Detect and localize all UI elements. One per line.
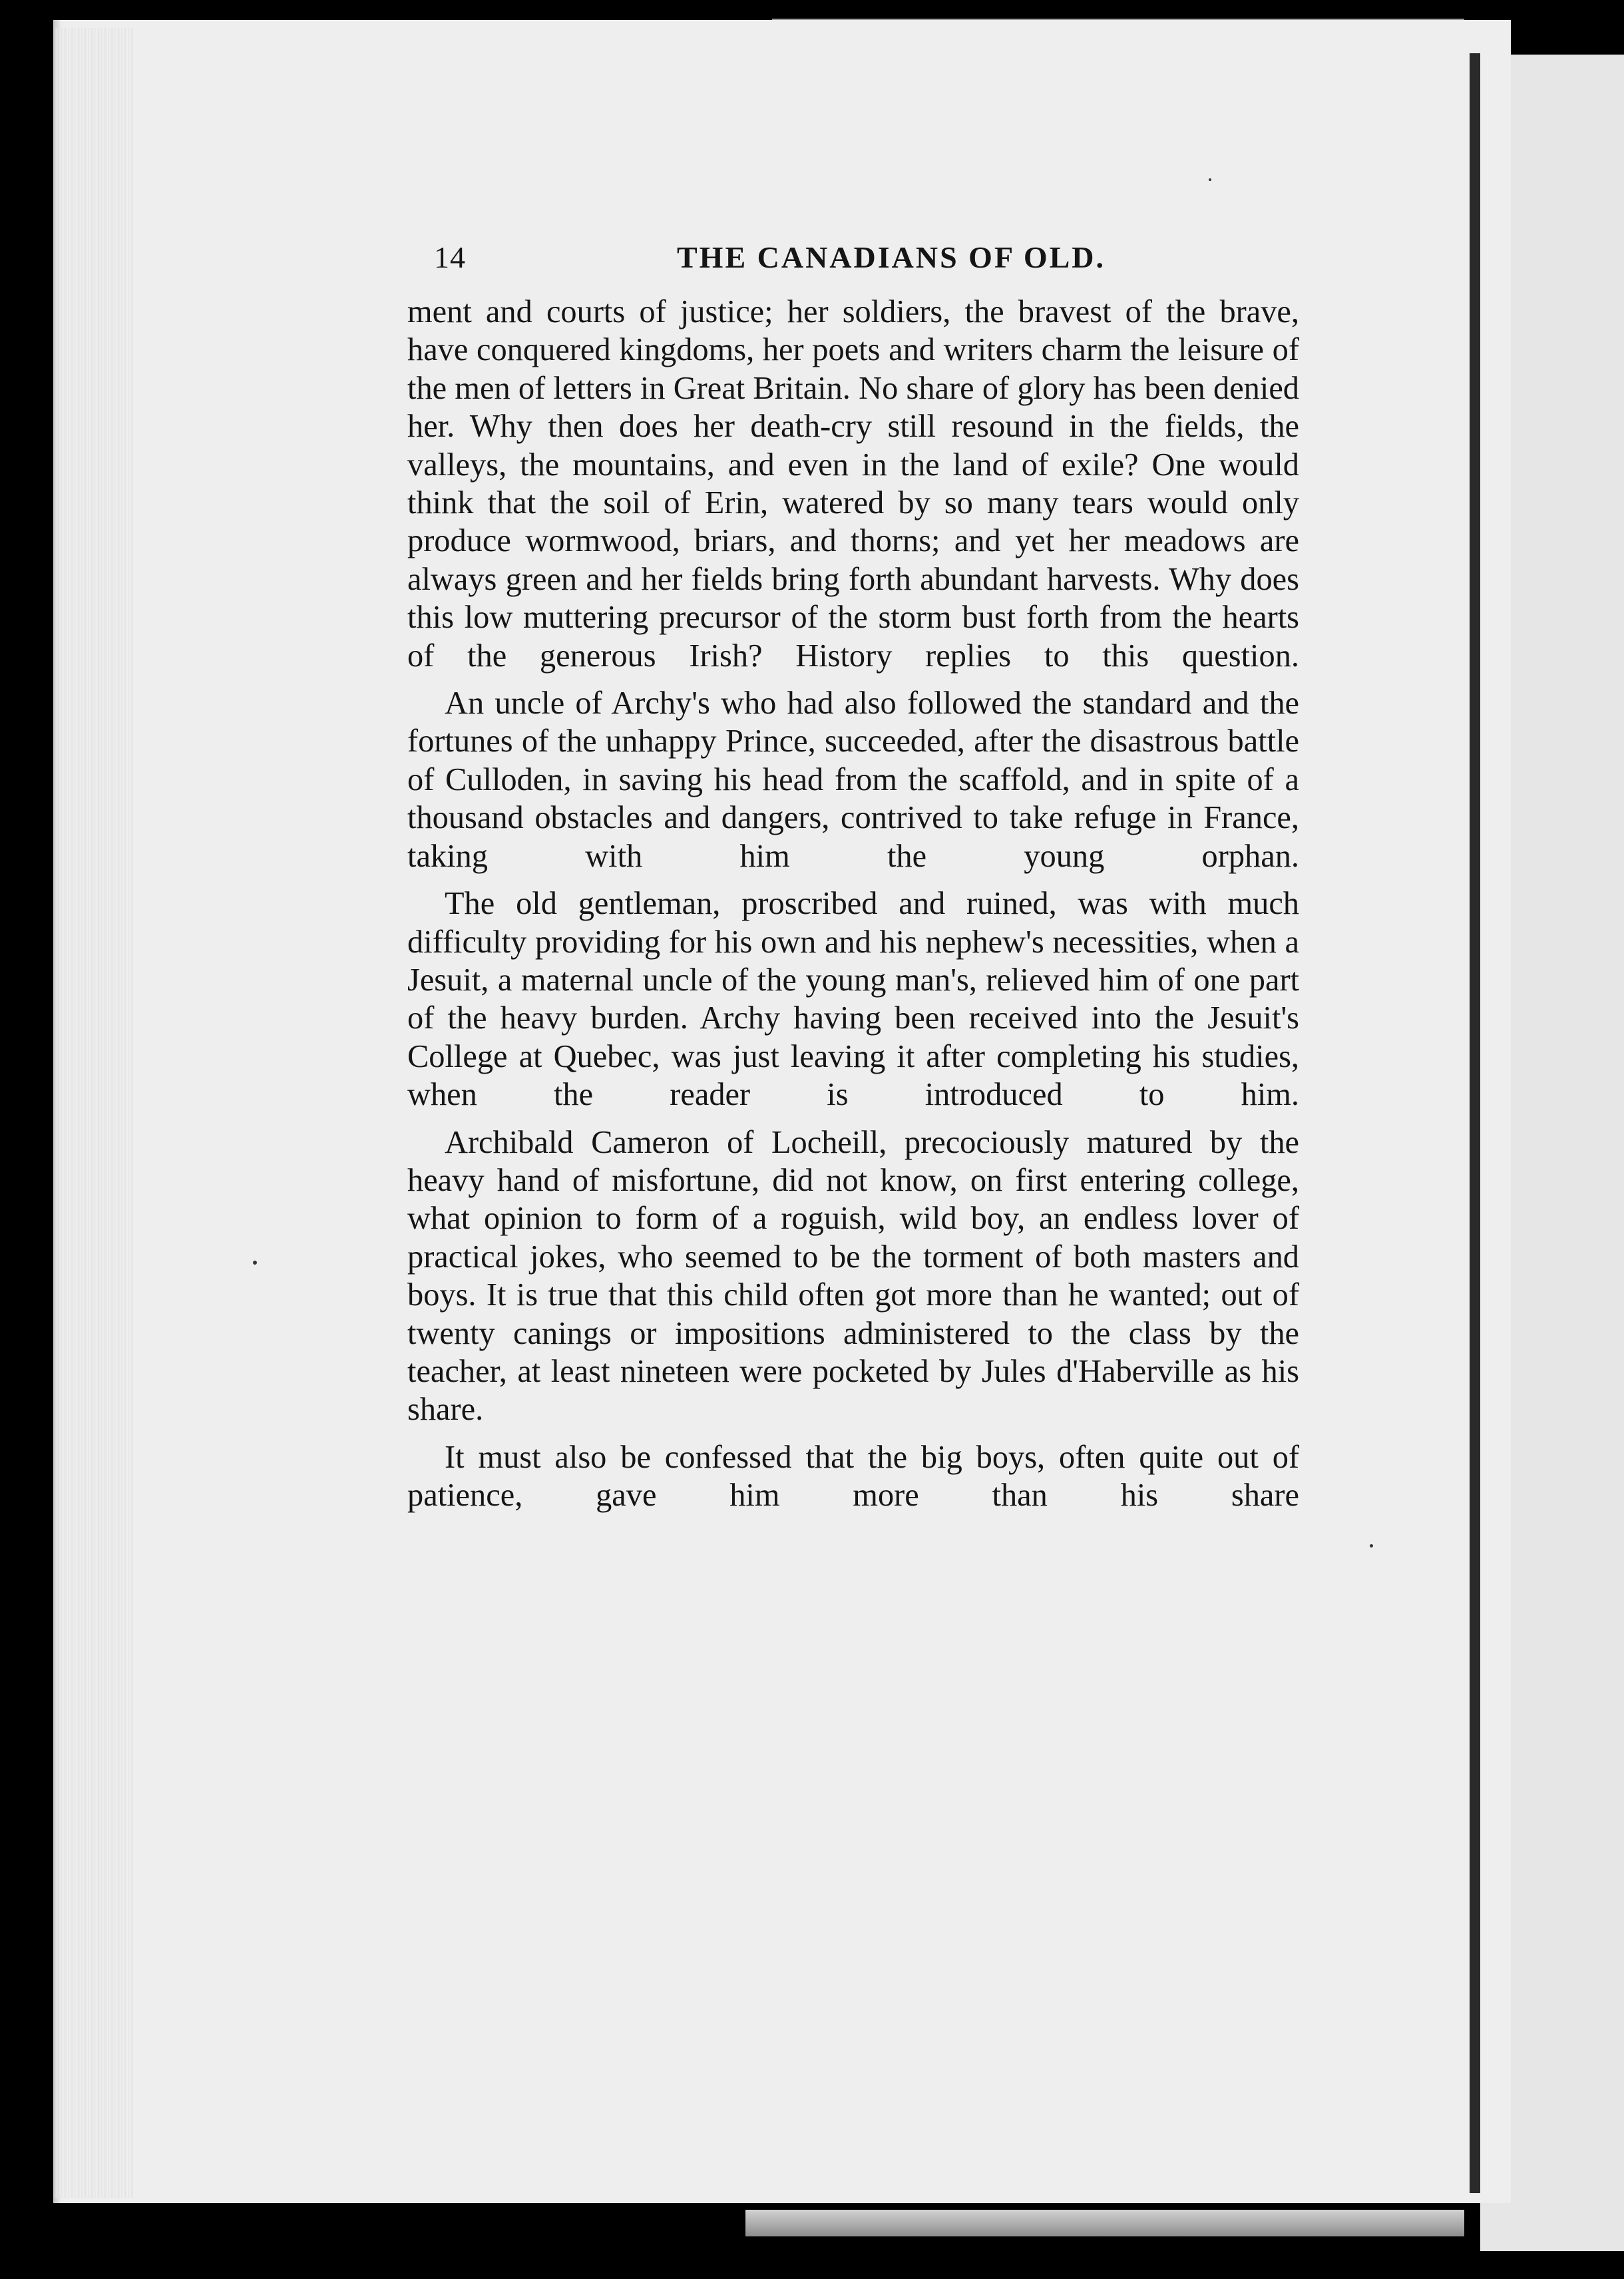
paragraph: Archibald Cameron of Locheill, precociously matured by the heavy hand of misfortune, did not know, on first entering college, what opinion to form of a roguish, wild boy, an endless lover of practical jokes, who seemed to be the torment of both masters and boys. It is true that this child often got more than he wanted; out of twenty canings or impositions administered to the class by the teacher, at least nineteen were pocketed by Jules d'Haberville as his share. [407,1124,1299,1428]
print-speck [1370,1544,1373,1548]
page-bottom-edge [745,2210,1464,2236]
text-block [407,240,1299,1524]
binding-fold [1470,53,1480,2193]
paragraph: An uncle of Archy's who had also followed the standard and the fortunes of the unhappy Prince, succeeded, after the disastrous battle of Culloden, in saving his head from the scaffold, and in spite of a thousand obstacles and dangers, contrived to take refuge in France, taking with him the young orphan. [407,686,1299,874]
print-speck [1209,178,1211,181]
running-head [407,240,1299,293]
paragraph: The old gentleman, proscribed and ruined, was with much difficulty providing for his own and his nephew's necessities, when a Jesuit, a maternal uncle of the young man's, relieved him of one part of the heavy burden. Archy having been received into the Jesuit's College at Quebec, was just leaving it after completing his studies, when the reader is introduced to him. [407,886,1299,1113]
paragraph: It must also be confessed that the big boys, often quite out of patience, gave him more than his share [407,1439,1299,1514]
running-title: THE CANADIANS OF OLD. [677,240,1106,274]
print-speck [253,1261,257,1265]
page-number: 14 [434,240,466,274]
paragraph: ment and courts of justice; her soldiers, the bravest of the brave, have conquered kingdoms, her poets and writers charm the leisure of the men of letters in Great Britain. No share of glory has been denied her. Why then does her death-cry still resound in the fields, the valleys, the mountains, and even in the land of exile? One would think that the soil of Erin, watered by so many tears would only produce wormwood, briars, and thorns; and yet her meadows are always green and her fields bring forth abundant harvests. Why does this low muttering precursor of the storm bust forth from the hearts of the generous Irish? History replies to this question. [407,294,1299,674]
page-edge-stack [55,28,134,2198]
